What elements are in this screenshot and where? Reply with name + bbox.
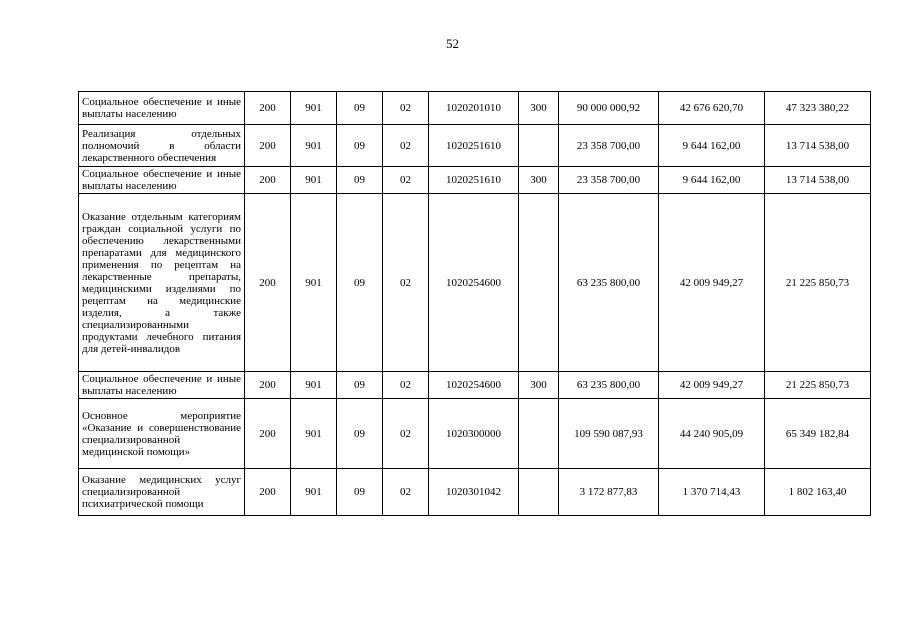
row-target-article: 1020254600 (429, 372, 519, 399)
row-sum-3: 13 714 538,00 (765, 125, 871, 167)
row-sum-1: 63 235 800,00 (559, 372, 659, 399)
row-target-article: 1020300000 (429, 399, 519, 469)
row-sum-2: 1 370 714,43 (659, 469, 765, 516)
row-expense-type (519, 399, 559, 469)
row-name: Оказание отдельным категориям граждан социальной услуги по обеспечению лекарственными препаратами для медицинского применения по рецептам на лекарственные препараты, медицинскими изделиями по рецептам на медицинские изделия, а также специализированными продуктами лечебного питания для детей-инвалидов (79, 194, 245, 372)
row-section-code: 09 (337, 92, 383, 125)
row-sum-3: 21 225 850,73 (765, 372, 871, 399)
row-expense-type: 300 (519, 372, 559, 399)
row-grbs-code: 901 (291, 167, 337, 194)
row-grbs-code: 901 (291, 399, 337, 469)
row-admin-code: 200 (245, 469, 291, 516)
row-expense-type: 300 (519, 167, 559, 194)
row-sum-3: 47 323 380,22 (765, 92, 871, 125)
row-section-code: 09 (337, 167, 383, 194)
budget-table (78, 91, 871, 516)
row-sum-1: 23 358 700,00 (559, 125, 659, 167)
row-subsection-code: 02 (383, 469, 429, 516)
row-sum-3: 65 349 182,84 (765, 399, 871, 469)
row-sum-1: 3 172 877,83 (559, 469, 659, 516)
row-section-code: 09 (337, 194, 383, 372)
row-subsection-code: 02 (383, 194, 429, 372)
row-name: Основное мероприятие «Оказание и совершенствование специализированной медицинской помощи» (79, 399, 245, 469)
row-sum-3: 1 802 163,40 (765, 469, 871, 516)
row-subsection-code: 02 (383, 399, 429, 469)
row-section-code: 09 (337, 399, 383, 469)
row-grbs-code: 901 (291, 194, 337, 372)
row-sum-2: 42 009 949,27 (659, 372, 765, 399)
table-row (79, 167, 871, 194)
row-section-code: 09 (337, 372, 383, 399)
row-expense-type (519, 125, 559, 167)
row-section-code: 09 (337, 469, 383, 516)
row-sum-2: 42 676 620,70 (659, 92, 765, 125)
row-subsection-code: 02 (383, 372, 429, 399)
row-target-article: 1020251610 (429, 125, 519, 167)
row-expense-type (519, 469, 559, 516)
row-admin-code: 200 (245, 372, 291, 399)
table-row (79, 194, 871, 372)
row-sum-2: 9 644 162,00 (659, 167, 765, 194)
table-row (79, 399, 871, 469)
row-admin-code: 200 (245, 125, 291, 167)
row-subsection-code: 02 (383, 167, 429, 194)
row-sum-2: 42 009 949,27 (659, 194, 765, 372)
table-row (79, 92, 871, 125)
row-name: Оказание медицинских услуг специализированной психиатрической помощи (79, 469, 245, 516)
row-sum-1: 23 358 700,00 (559, 167, 659, 194)
row-subsection-code: 02 (383, 92, 429, 125)
row-admin-code: 200 (245, 167, 291, 194)
row-grbs-code: 901 (291, 125, 337, 167)
row-subsection-code: 02 (383, 125, 429, 167)
row-admin-code: 200 (245, 194, 291, 372)
page-number: 52 (446, 36, 459, 51)
row-name: Социальное обеспечение и иные выплаты населению (79, 167, 245, 194)
row-section-code: 09 (337, 125, 383, 167)
row-sum-1: 63 235 800,00 (559, 194, 659, 372)
row-sum-1: 109 590 087,93 (559, 399, 659, 469)
row-grbs-code: 901 (291, 372, 337, 399)
row-sum-2: 44 240 905,09 (659, 399, 765, 469)
table-row (79, 125, 871, 167)
row-name: Социальное обеспечение и иные выплаты населению (79, 92, 245, 125)
row-expense-type: 300 (519, 92, 559, 125)
row-sum-3: 21 225 850,73 (765, 194, 871, 372)
row-admin-code: 200 (245, 399, 291, 469)
row-target-article: 1020251610 (429, 167, 519, 194)
row-target-article: 1020301042 (429, 469, 519, 516)
row-expense-type (519, 194, 559, 372)
table-row (79, 469, 871, 516)
row-admin-code: 200 (245, 92, 291, 125)
row-grbs-code: 901 (291, 469, 337, 516)
row-sum-3: 13 714 538,00 (765, 167, 871, 194)
row-target-article: 1020201010 (429, 92, 519, 125)
row-name: Социальное обеспечение и иные выплаты населению (79, 372, 245, 399)
row-grbs-code: 901 (291, 92, 337, 125)
row-sum-2: 9 644 162,00 (659, 125, 765, 167)
row-name: Реализация отдельных полномочий в области лекарственного обеспечения (79, 125, 245, 167)
table-row (79, 372, 871, 399)
row-target-article: 1020254600 (429, 194, 519, 372)
row-sum-1: 90 000 000,92 (559, 92, 659, 125)
